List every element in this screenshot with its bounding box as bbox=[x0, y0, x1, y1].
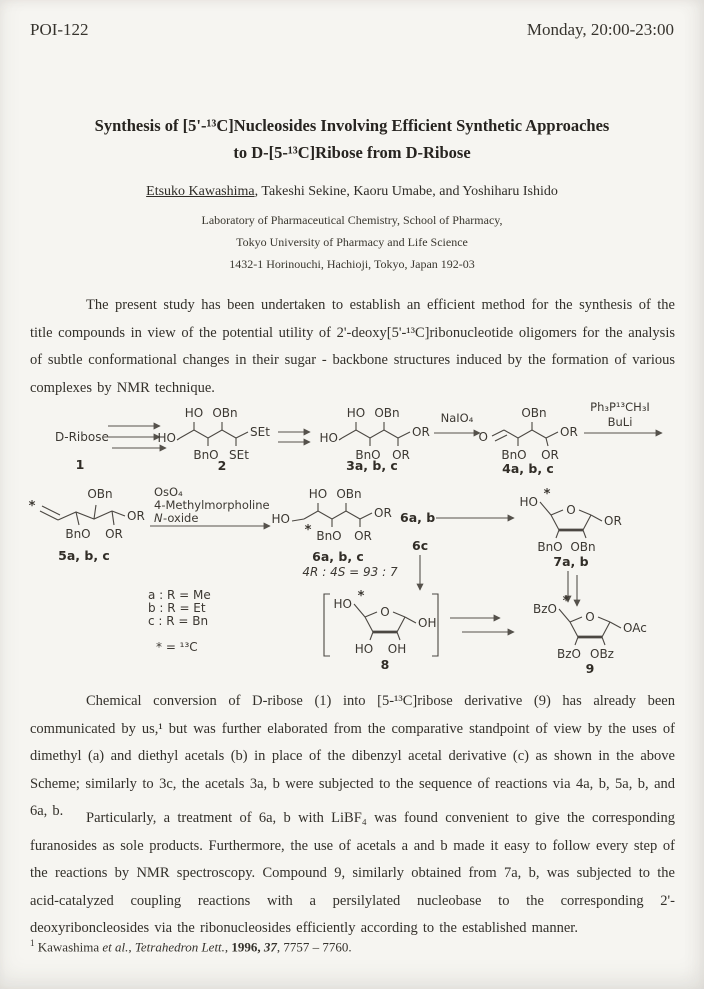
s7-ring-oxygen: O bbox=[566, 503, 576, 517]
s2-bno-bottom: BnO bbox=[193, 448, 219, 462]
footnote-volume: 37 bbox=[263, 939, 277, 955]
d-ribose-label: D-Ribose bbox=[55, 430, 109, 444]
body-paragraph-3: Particularly, a treatment of 6a, b with LiBF₄ was found convenient to give the corresponding furanosides as sole products. Furthermore, the use of acetals a and b made it easy to follow every step of the reactions by NMR spectroscopy. Compound 9, similarly obtained from 7a, b, was subjected to the acid-catalyzed coupling reactions with a persilylated nucleobase to the corresponding 2'-deoxyriboncleosides via the ribonucleosides efficiently according to the established manner. bbox=[30, 810, 675, 936]
s8-c13-star: * bbox=[357, 589, 365, 604]
branch-6ab-label: 6a, b bbox=[400, 510, 436, 525]
compound-number-7: 7a, b bbox=[553, 554, 589, 569]
oso4-arrow bbox=[150, 485, 270, 526]
s7-obn-bottom: OBn bbox=[570, 540, 596, 554]
structure-4 bbox=[479, 406, 578, 476]
reagent-ph3p13ch3i: Ph₃P¹³CH₃I bbox=[590, 400, 650, 414]
session-code: POI-122 bbox=[30, 20, 89, 39]
s8-ho-left: HO bbox=[333, 597, 352, 611]
s8-oh-right: OH bbox=[418, 616, 437, 630]
s4-obn-top: OBn bbox=[521, 406, 547, 420]
s6-obn-top: OBn bbox=[336, 487, 362, 501]
structure-2 bbox=[158, 406, 271, 473]
compound-number-5: 5a, b, c bbox=[58, 548, 110, 563]
s3-ho-left: HO bbox=[319, 431, 338, 445]
paper-title-line1: Synthesis of [5'-¹³C]Nucleosides Involving Efficient Synthetic Approaches bbox=[94, 116, 610, 135]
s9-bzo-bottom: BzO bbox=[557, 647, 581, 661]
s3-or-right: OR bbox=[412, 425, 430, 439]
naio4-arrow bbox=[434, 411, 480, 433]
s5-bno-bottom: BnO bbox=[65, 527, 91, 541]
s4-or-right: OR bbox=[560, 425, 578, 439]
page-header bbox=[30, 20, 674, 40]
structure-9-furanose bbox=[533, 594, 647, 676]
affiliation-line3: 1432-1 Horinouchi, Hachioji, Tokyo, Japan 192-03 bbox=[229, 257, 475, 271]
session-time: Monday, 20:00-23:00 bbox=[526, 20, 674, 39]
compound-number-4: 4a, b, c bbox=[502, 461, 554, 476]
s2-set-bottom: SEt bbox=[229, 448, 249, 462]
legend-c: c : R = Bn bbox=[148, 614, 209, 628]
wittig-arrow bbox=[584, 400, 662, 433]
reaction-scheme bbox=[22, 398, 682, 683]
structure-7-furanose bbox=[520, 487, 622, 569]
s5-obn-top: OBn bbox=[87, 487, 113, 501]
s7-or-right: OR bbox=[604, 514, 622, 528]
s9-oac-right: OAc bbox=[623, 621, 647, 635]
s6-bno-bottom: BnO bbox=[316, 529, 342, 543]
s2-ho-left: HO bbox=[157, 431, 176, 445]
structure-5 bbox=[29, 487, 145, 563]
body-paragraph-2: Chemical conversion of D-ribose (1) into [5-¹³C]ribose derivative (9) has already been communicated by us,¹ but was further elaborated from the comparative standpoint of view by the uses of dimethyl (a) and diethyl acetals (b) in place of the dibenzyl acetal derivative (c) as shown in the above Scheme; similarly to 3c, the acetals 3a, b were subjected to the sequence of reactions via 4a, b, 5a, b, and 6a, b. bbox=[30, 693, 675, 819]
footnote-marker: 1 bbox=[30, 938, 35, 948]
presenting-author: Etsuko Kawashima bbox=[146, 184, 255, 199]
s6-ho-left: HO bbox=[271, 512, 290, 526]
s3-or-bottom: OR bbox=[392, 448, 410, 462]
s9-ring-oxygen: O bbox=[585, 610, 595, 624]
r-group-legend bbox=[148, 588, 211, 654]
s9-obz-bottom: OBz bbox=[590, 647, 614, 661]
left-bracket bbox=[324, 594, 330, 656]
s8-ring-oxygen: O bbox=[380, 605, 390, 619]
double-arrows-8-9 bbox=[450, 618, 514, 632]
paper-title bbox=[30, 112, 674, 166]
structure-8-bracketed bbox=[324, 589, 438, 672]
s7-bno-bottom: BnO bbox=[537, 540, 563, 554]
compound-number-6: 6a, b, c bbox=[312, 549, 364, 564]
legend-b: b : R = Et bbox=[148, 601, 206, 615]
s5-or-bottom: OR bbox=[105, 527, 123, 541]
affiliation-block bbox=[30, 209, 674, 275]
abstract-paragraph: The present study has been undertaken to establish an efficient method for the synthesis of the title compounds in view of the potential utility of 2'-deoxy[5'-¹³C]ribonucleotide oligomers for the analysis of subtle conformational changes in their sugar - backbone structures induced by the formation of various complexes by NMR technique. bbox=[30, 297, 675, 396]
reagent-buli: BuLi bbox=[607, 415, 633, 429]
s9-bzo-left: BzO bbox=[533, 602, 557, 616]
branch-6c bbox=[412, 538, 428, 590]
branch-6c-label: 6c bbox=[412, 538, 429, 553]
s6-or-right: OR bbox=[374, 506, 392, 520]
branch-6ab bbox=[400, 510, 514, 525]
reagent-naio4: NaIO₄ bbox=[440, 411, 474, 425]
diastereomer-ratio: 4R : 4S = 93 : 7 bbox=[302, 565, 398, 579]
s3-ho-top: HO bbox=[346, 406, 366, 420]
s7-ho-left: HO bbox=[519, 495, 538, 509]
s8-ho-bottom: HO bbox=[354, 642, 374, 656]
s3-obn-top: OBn bbox=[374, 406, 400, 420]
s3-bno-bottom: BnO bbox=[355, 448, 381, 462]
structure-3 bbox=[320, 406, 430, 473]
s7-c13-star: * bbox=[543, 487, 551, 502]
footnote-year: 1996, bbox=[228, 939, 264, 955]
reagent-methylmorpholine: 4-Methylmorpholine bbox=[154, 498, 270, 512]
s2-set-right: SEt bbox=[250, 425, 270, 439]
compound-number-8: 8 bbox=[380, 657, 390, 672]
reagent-noxide-n: N bbox=[154, 511, 163, 525]
s6-c13-star: * bbox=[304, 523, 312, 538]
s4-bno-bottom: BnO bbox=[501, 448, 527, 462]
paper-title-line2: to D-[5-¹³C]Ribose from D-Ribose bbox=[233, 143, 471, 162]
authors-line bbox=[30, 184, 674, 200]
footnote-author: Kawashima bbox=[34, 939, 103, 955]
affiliation-line1: Laboratory of Pharmaceutical Chemistry, School of Pharmacy, bbox=[201, 213, 503, 227]
s4-aldehyde-o: O bbox=[478, 430, 488, 444]
s9-c13-star: * bbox=[562, 594, 570, 609]
legend-star: * = ¹³C bbox=[156, 640, 198, 654]
coauthors: , Takeshi Sekine, Kaoru Umabe, and Yoshiharu Ishido bbox=[254, 184, 558, 199]
structure-6 bbox=[272, 487, 398, 579]
s2-obn-top: OBn bbox=[212, 406, 238, 420]
footnote-pages: , 7757 – 7760. bbox=[276, 939, 352, 955]
compound-1-dribose bbox=[55, 430, 109, 472]
legend-a: a : R = Me bbox=[148, 588, 211, 602]
s2-ho-top: HO bbox=[184, 406, 204, 420]
compound-number-2: 2 bbox=[217, 458, 227, 473]
affiliation-line2: Tokyo University of Pharmacy and Life Science bbox=[236, 235, 468, 249]
s5-c13-star: * bbox=[28, 499, 36, 514]
compound-number-3: 3a, b, c bbox=[346, 458, 398, 473]
compound-number-1: 1 bbox=[75, 457, 85, 472]
reference-footnote bbox=[30, 938, 675, 955]
s8-oh-bottom: OH bbox=[387, 642, 407, 656]
s6-or-bottom: OR bbox=[354, 529, 372, 543]
footnote-source: et al., Tetrahedron Lett., bbox=[102, 939, 229, 955]
double-arrows-2-3 bbox=[278, 432, 310, 442]
s5-or-right: OR bbox=[127, 509, 145, 523]
s4-or-bottom: OR bbox=[541, 448, 559, 462]
s6-ho-top: HO bbox=[308, 487, 328, 501]
reagent-noxide-rest: -oxide bbox=[163, 511, 199, 525]
reagent-oso4: OsO₄ bbox=[154, 485, 183, 499]
compound-number-9: 9 bbox=[585, 661, 595, 676]
